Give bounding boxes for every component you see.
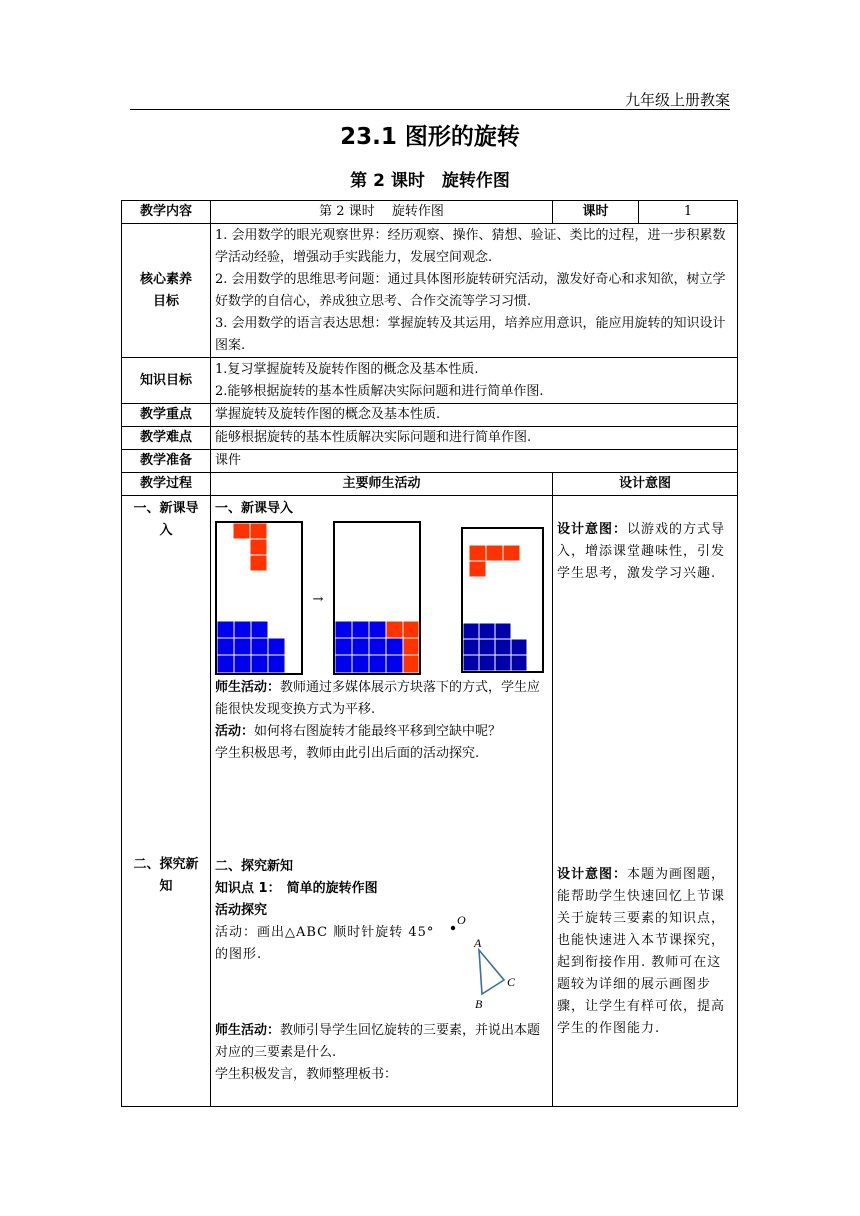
design-text: 本题为画图题，能帮助学生快速回忆上节课关于旋转三要素的知识点，也能快速进入本节课探究，起到衔接作用. 教师可在这题较为详细的展示画图步骤，让学生有样可依，提高学生的作图能力. [557,867,726,1036]
design-cell [553,496,738,1107]
teacher-text: 教师引导学生回忆旋转的三要素，并说出本题对应的三要素是什么. [215,1023,541,1060]
triangle-activity [215,913,548,1020]
literacy-items [211,224,738,358]
design-text: 以游戏的方式导入，增添课堂趣味性，引发学生思考，激发学习兴趣. [557,522,726,581]
triangle-figure [443,912,553,1012]
literacy-item: 3. 会用数学的语言表达思想：掌握旋转及其运用，培养应用意识，能应用旋转的知识设计图案. [215,315,726,353]
header-activity: 主要师生活动 [211,473,553,496]
stage2-label-line2: 知 [159,879,173,894]
page-subtitle: 第 2 课时 旋转作图 [350,171,510,191]
label-o: O [457,913,466,927]
stage2-teacher [215,1020,548,1064]
literacy-item: 1. 会用数学的眼光观察世界：经历观察、操作、猜想、验证、类比的过程，进一步积累数学活动经验，增强动手实践能力，发展空间观念. [215,227,726,265]
row-key-point [122,404,738,427]
point-o [451,926,455,930]
value-content: 第 2 课时 旋转作图 [211,201,553,224]
stage-labels [122,496,211,1107]
teacher-label: 师生活动： [215,680,281,695]
label-literacy-line2: 目标 [152,293,179,309]
rotated-piece [469,545,520,577]
label-prep: 教学准备 [122,450,211,473]
triangle-abc [479,950,504,994]
design-label: 设计意图： [557,867,628,882]
header-design: 设计意图 [553,473,738,496]
activity-text: 如何将右图旋转才能最终平移到空缺中呢？ [254,724,502,739]
label-hours: 课时 [553,201,639,224]
tetris-before-svg [217,523,301,673]
activity-label: 活动： [215,724,255,739]
stage2-design [557,864,733,1040]
header-process: 教学过程 [122,473,211,496]
teacher-text: 教师通过多媒体展示方块落下的方式，学生应能很快发现变换方式为平移. [215,680,541,717]
tetris-pane-after [333,521,421,675]
label-difficult: 教学难点 [122,427,211,450]
arrow-icon: → [312,592,324,607]
label-c: C [507,975,516,989]
label-key-point: 教学重点 [122,404,211,427]
stage1-label-line2: 入 [159,523,173,538]
triangle-activity-text: 活动：画出△ABC 顺时针旋转 45° 的图形. [215,925,435,962]
kp-label: 知识点 1： [215,881,281,896]
falling-piece [233,523,267,571]
row-content [122,201,738,224]
tetris-pane-rotated [461,527,544,673]
lesson-plan-table [121,200,738,1107]
tetris-figure [215,521,548,677]
tetris-rotated-svg [463,529,542,671]
knowledge-item: 1.复习掌握旋转及旋转作图的概念及基本性质. [215,361,479,377]
tetris-after-svg [335,523,419,673]
row-prep [122,450,738,473]
stage2-follow: 学生积极发言，教师整理板书： [215,1067,398,1082]
stage1-activity [215,721,548,743]
row-process-header [122,473,738,496]
kp-text: 简单的旋转作图 [286,881,378,896]
value-key-point: 掌握旋转及旋转作图的概念及基本性质. [211,404,738,427]
row-stages [122,496,738,1107]
value-prep: 课件 [211,450,738,473]
teacher-label: 师生活动： [215,1023,281,1038]
stage2-label-line1: 二、探究新 [133,857,199,872]
stage1-heading: 一、新课导入 [215,501,294,516]
label-b: B [475,997,483,1011]
literacy-item: 2. 会用数学的思维思考问题：通过具体图形旋转研究活动，激发好奇心和求知欲，树立学好数学的自信心，养成独立思考、合作交流等学习习惯. [215,271,726,309]
knowledge-items [211,358,738,404]
stage1-teacher [215,677,548,721]
row-difficult [122,427,738,450]
page-title: 23.1 图形的旋转 [340,124,520,150]
stage1-label-line1: 一、新课导 [133,501,199,516]
header-rule [130,109,730,110]
stage1-follow: 学生积极思考，教师由此引出后面的活动探究. [215,746,480,761]
tetris-pane-before [215,521,303,675]
row-knowledge [122,358,738,404]
design-label: 设计意图： [557,522,628,537]
label-knowledge: 知识目标 [122,358,211,404]
label-content: 教学内容 [122,201,211,224]
label-literacy-line1: 核心素养 [139,271,192,287]
stacked-blocks [217,621,285,673]
activity-cell [211,496,553,1107]
stage1-design [557,519,733,585]
knowledge-item: 2.能够根据旋转的基本性质解决实际问题和进行简单作图. [215,383,544,399]
stage2-explore: 活动探究 [215,903,268,918]
label-a: A [474,936,482,950]
grade-header: 九年级上册教案 [624,91,730,109]
dark-blocks [463,623,527,671]
value-difficult: 能够根据旋转的基本性质解决实际问题和进行简单作图. [211,427,738,450]
value-hours: 1 [639,201,738,224]
stage2-heading: 二、探究新知 [215,859,294,874]
stage2-knowledge-point [215,878,548,900]
row-literacy [122,224,738,358]
label-literacy [122,224,211,358]
